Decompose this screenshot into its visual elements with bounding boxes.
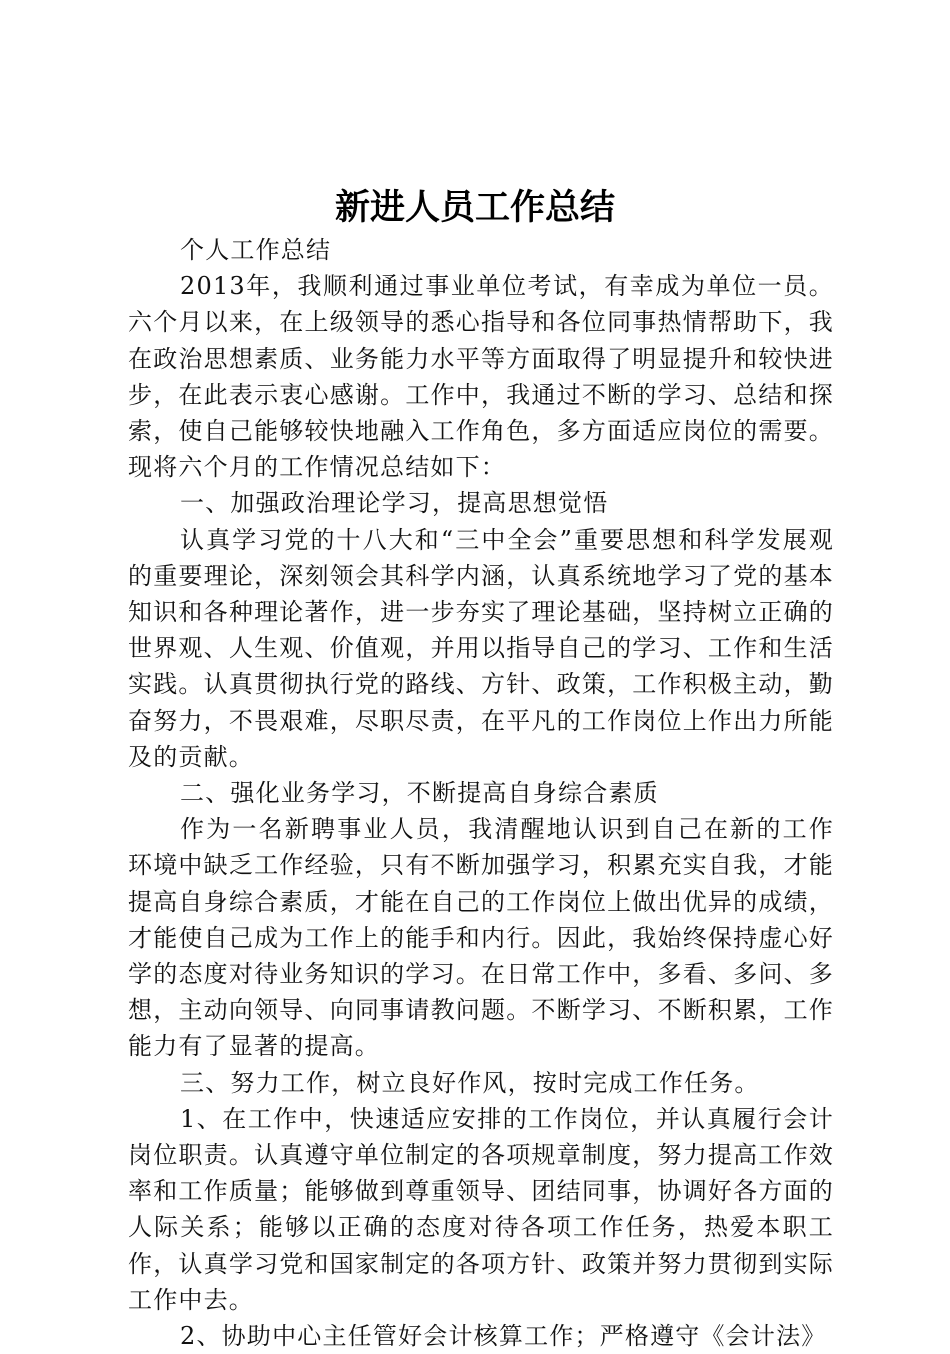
document-body (128, 232, 834, 1354)
section-heading-2: 二、强化业务学习，不断提高自身综合素质 (180, 779, 659, 808)
paragraph-item-1: 1、在工作中，快速适应安排的工作岗位，并认真履行会计岗位职责。认真遵守单位制定的各项规章制度，努力提高工作效率和工作质量；能够做到尊重领导、团结同事，协调好各方面的人际关系；能够以正确的态度对待各项工作任务，热爱本职工作，认真学习党和国家制定的各项方针、政策并努力贯彻到实际工作中去。 (128, 1104, 834, 1314)
section-heading-3: 三、努力工作，树立良好作风，按时完成工作任务。 (180, 1068, 760, 1097)
paragraph-item-2: 2、协助中心主任管好会计核算工作；严格遵守《会计法》 (180, 1322, 827, 1351)
paragraph-section-1: 认真学习党的十八大和“三中全会”重要思想和科学发展观的重要理论，深刻领会其科学内涵，认真系统地学习了党的基本知识和各种理论著作，进一步夯实了理论基础，坚持树立正确的世界观、人生观、价值观，并用以指导自己的学习、工作和生活实践。认真贯彻执行党的路线、方针、政策，工作积极主动，勤奋努力，不畏艰难，尽职尽责，在平凡的工作岗位上作出力所能及的贡献。 (128, 525, 834, 771)
document-title: 新进人员工作总结 (334, 187, 615, 228)
paragraph-intro: 2013年，我顺利通过事业单位考试，有幸成为单位一员。六个月以来，在上级领导的悉心指导和各位同事热情帮助下，我在政治思想素质、业务能力水平等方面取得了明显提升和较快进步，在此表示衷心感谢。工作中，我通过不断的学习、总结和探索，使自己能够较快地融入工作角色，多方面适应岗位的需要。现将六个月的工作情况总结如下： (128, 272, 834, 482)
section-heading-1: 一、加强政治理论学习，提高思想觉悟 (180, 489, 609, 518)
paragraph-section-2: 作为一名新聘事业人员，我清醒地认识到自己在新的工作环境中缺乏工作经验，只有不断加强学习，积累充实自我，才能提高自身综合素质，才能在自己的工作岗位上做出优异的成绩，才能使自己成为工作上的能手和内行。因此，我始终保持虚心好学的态度对待业务知识的学习。在日常工作中，多看、多问、多想，主动向领导、向同事请教问题。不断学习、不断积累，工作能力有了显著的提高。 (128, 815, 834, 1061)
paragraph-subtitle: 个人工作总结 (180, 236, 332, 264)
